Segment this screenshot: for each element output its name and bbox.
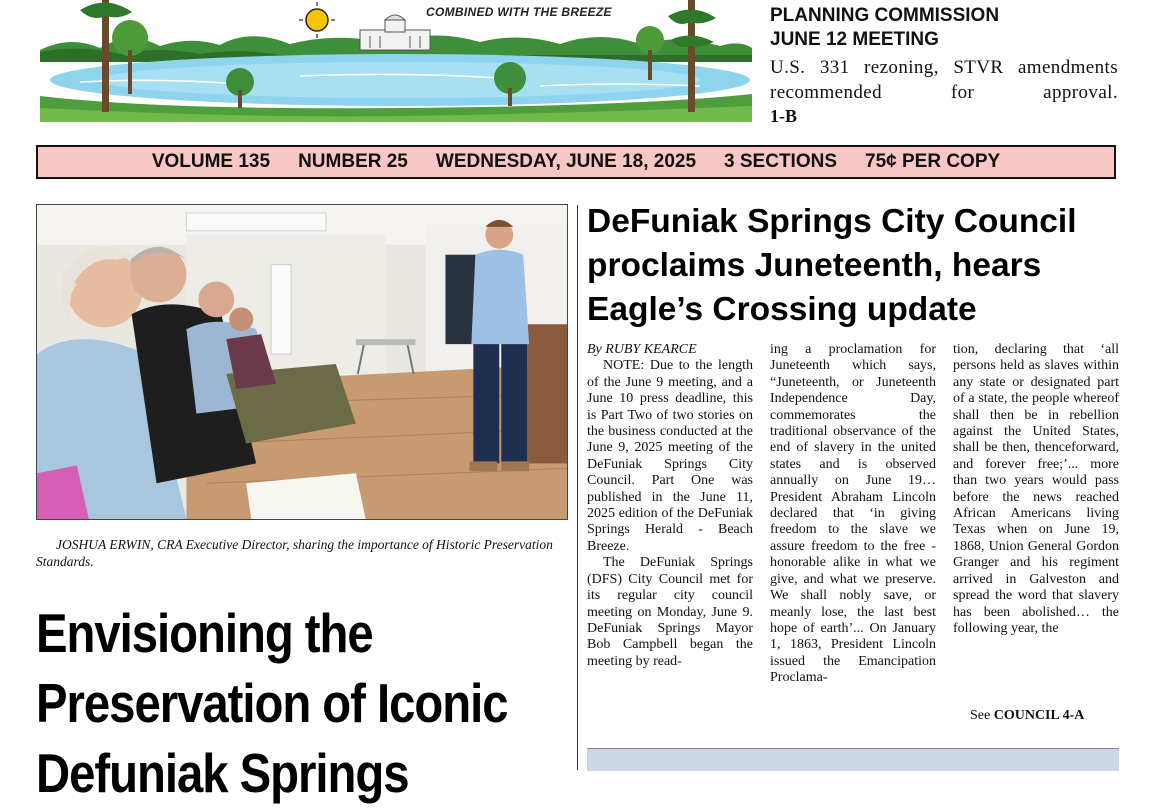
council-photo: [587, 748, 1119, 771]
feature-headline-line: Preservation of Iconic: [36, 672, 508, 734]
masthead-tagline: COMBINED WITH THE BREEZE: [426, 5, 612, 19]
feature-headline-line: Envisioning the: [36, 602, 373, 664]
section-count: 3 SECTIONS: [724, 151, 838, 172]
column-divider: [577, 205, 578, 770]
photo-caption: JOSHUA ERWIN, CRA Executive Director, sharing the importance of Historic Preservation Standards.: [36, 537, 553, 569]
article-column-1: [587, 342, 753, 670]
teaser-title-line: PLANNING COMMISSION: [770, 5, 1000, 26]
issue-date: WEDNESDAY, JUNE 18, 2025: [435, 151, 697, 172]
article-paragraph: The DeFuniak Springs (DFS) City Council met for its regular city council meeting on Monday, June 9. DeFuniak Springs Mayor Bob Campbell began the meeting by read-: [587, 555, 753, 669]
article-paragraph: ing a proclamation for Juneteenth which says, “Juneteenth, or Juneteenth Independence Day, commemorates the traditional observance of the end of slavery in the united states and is observed annually on June 19… President Abraham Lincoln declared that ‘in giving freedom to the slave we assure freedom to the free - honorable alike in what we give, and what we preserve. We shall nobly save, or meanly lose, the last best hope of earth’... On January 1, 1863, President Lincoln issued the Emancipation Proclama-: [770, 342, 936, 686]
article-continuation-link[interactable]: [970, 708, 1084, 724]
meeting-photo: [36, 204, 568, 520]
jump-target: COUNCIL 4-A: [993, 708, 1085, 723]
teaser-title-line: JUNE 12 MEETING: [770, 29, 939, 50]
jump-prefix: See: [970, 708, 991, 723]
feature-headline[interactable]: [36, 598, 508, 808]
issue-info-bar: [36, 145, 1116, 179]
teaser-page-ref[interactable]: 1-B: [770, 106, 797, 126]
article-paragraph: tion, declaring that ‘all persons held as slaves within any state or designated part of a state, the people whereof shall then be in rebellion against the United States, shall be then, thenceforward, and forever free;’... more than two years would pass before the news reached African Americans living Texas when on June 19, 1868, Union General Gordon Granger and his regiment arrived in Galveston and spread the word that slavery has been abolished… the following year, the: [953, 342, 1119, 636]
issue-number: NUMBER 25: [298, 151, 408, 172]
masthead-illustration: [40, 0, 752, 122]
main-headline-line: Eagle’s Crossing update: [587, 291, 977, 328]
main-headline[interactable]: [587, 200, 1127, 332]
volume-number: VOLUME 135: [151, 151, 271, 172]
main-headline-line: DeFuniak Springs City Council: [587, 203, 1077, 240]
feature-headline-line: Defuniak Springs: [36, 742, 409, 804]
article-column-3: [953, 342, 1119, 637]
article-paragraph: NOTE: Due to the length of the June 9 meeting, and a June 10 press deadline, this is Part Two of two stories on the business conducted at the June 9, 2025 meeting of the DeFuniak Springs City Council. Part One was published in the June 11, 2025 edition of the DeFuniak Springs Herald - Beach Breeze.: [587, 358, 753, 554]
main-headline-line: proclaims Juneteenth, hears: [587, 247, 1042, 284]
issue-price: 75¢ PER COPY: [865, 151, 1001, 172]
article-byline: By RUBY KEARCE: [587, 342, 697, 357]
teaser-title[interactable]: [770, 4, 1130, 52]
teaser-summary: U.S. 331 rezoning, STVR amendments recommended for approval.: [770, 57, 1118, 103]
article-column-2: [770, 342, 936, 687]
